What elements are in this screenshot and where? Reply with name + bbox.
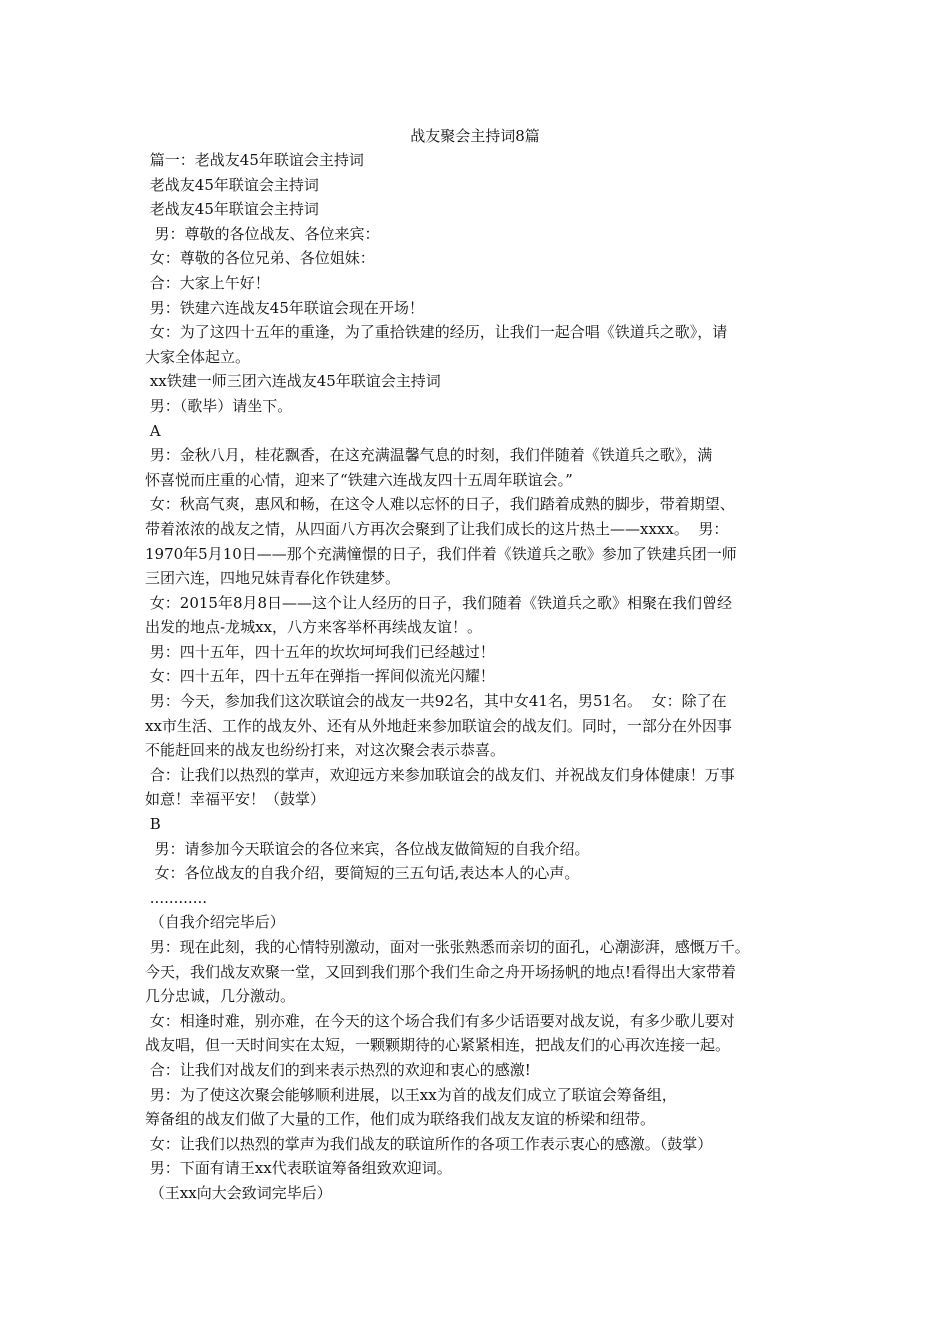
text-line: 怀喜悦而庄重的心情，迎来了“铁建六连战友四十五周年联谊会。”: [145, 470, 573, 489]
text-line: 女：尊敬的各位兄弟、各位姐妹：: [145, 249, 375, 268]
text-line: 女：各位战友的自我介绍，要简短的三五句话,表达本人的心声。: [145, 864, 580, 883]
text-line: 男：金秋八月，桂花飘香，在这充满温馨气息的时刻，我们伴随着《铁道兵之歌》，满: [145, 446, 713, 465]
text-line: 男：现在此刻，我的心情特别激动，面对一张张熟悉而亲切的面孔，心潮澎湃，感慨万千。: [145, 938, 750, 956]
document-title: 战友聚会主持词8篇: [410, 127, 540, 145]
text-line: （王xx向大会致词完毕后）: [145, 1183, 332, 1202]
text-line: 筹备组的战友们做了大量的工作，他们成为联络我们战友友谊的桥梁和纽带。: [145, 1110, 656, 1129]
text-line: 合：让我们对战友们的到来表示热烈的欢迎和衷心的感激!: [145, 1060, 531, 1079]
text-line: 女：2015年8月8日——这个让人经历的日子，我们随着《铁道兵之歌》相聚在我们曾经: [145, 593, 733, 612]
text-line: 男：铁建六连战友45年联谊会现在开场！: [145, 298, 424, 317]
text-line: 1970年5月10日——那个充满憧憬的日子，我们伴着《铁道兵之歌》参加了铁建兵团一师: [145, 544, 737, 563]
text-line: 带着浓浓的战友之情，从四面八方再次会聚到了让我们成长的这片热土——xxxx。 男：: [145, 519, 729, 538]
text-line: 合：大家上午好！: [145, 273, 270, 292]
text-line: 男：今天，参加我们这次联谊会的战友一共92名，其中女41名，男51名。 女：除了在: [145, 692, 727, 711]
text-line: 合：让我们以热烈的掌声，欢迎远方来参加联谊会的战友们、并祝战友们身体健康！万事: [145, 765, 735, 784]
text-line: 战友唱，但一天时间实在太短，一颗颗期待的心紧紧相连，把战友们的心再次连接一起。: [145, 1036, 731, 1055]
text-line: xx铁建一师三团六连战友45年联谊会主持词: [145, 372, 441, 391]
text-line: A: [145, 421, 161, 440]
text-line: 篇一：老战友45年联谊会主持词: [145, 151, 364, 169]
text-line: 出发的地点-龙城xx，八方来客举杯再续战友谊！。: [145, 618, 482, 637]
text-line: 男：下面有请王xx代表联谊筹备组致欢迎词。: [145, 1159, 452, 1178]
text-line: 男：请参加今天联谊会的各位来宾，各位战友做简短的自我介绍。: [145, 839, 590, 858]
text-line: 女：为了这四十五年的重逢，为了重拾铁建的经历，让我们一起合唱《铁道兵之歌》，请: [145, 323, 728, 342]
text-line: xx市生活、工作的战友外、还有从外地赶来参加联谊会的战友们。同时，一部分在外因事: [145, 716, 732, 735]
text-line: 男：四十五年，四十五年的坎坎坷坷我们已经越过！: [145, 642, 495, 661]
text-line: 今天，我们战友欢聚一堂，又回到我们那个我们生命之舟开场扬帆的地点!看得出大家带着: [145, 962, 737, 981]
text-line: 如意！幸福平安！（鼓掌）: [145, 790, 326, 809]
text-line: B: [145, 815, 161, 834]
text-line: （自我介绍完毕后）: [145, 913, 285, 932]
text-line: 女：相逢时难，别亦难，在今天的这个场合我们有多少话语要对战友说，有多少歌儿要对: [145, 1011, 735, 1030]
text-line: 不能赶回来的战友也纷纷打来，对这次聚会表示恭喜。: [145, 741, 506, 760]
text-line: 男：尊敬的各位战友、各位来宾：: [145, 224, 380, 243]
text-line: 男：为了使这次聚会能够顺利进展，以王xx为首的战友们成立了联谊会筹备组，: [145, 1085, 677, 1104]
text-line: 男：（歌毕）请坐下。: [145, 396, 293, 415]
text-line: 几分忠诚，几分激动。: [145, 987, 296, 1006]
text-line: 三团六连，四地兄妹青春化作铁建梦。: [145, 569, 401, 588]
text-line: 老战友45年联谊会主持词: [145, 200, 319, 219]
text-line: 女：四十五年，四十五年在弹指一挥间似流光闪耀！: [145, 667, 495, 686]
text-line: 女：让我们以热烈的掌声为我们战友的联谊所作的各项工作表示衷心的感激。（鼓掌）: [145, 1134, 713, 1153]
text-line: 老战友45年联谊会主持词: [145, 175, 319, 194]
text-line: ............: [145, 888, 207, 907]
text-line: 大家全体起立。: [145, 347, 251, 366]
text-line: 女：秋高气爽，惠风和畅，在这令人难以忘怀的日子，我们踏着成熟的脚步，带着期望、: [145, 495, 735, 514]
document-body: [145, 148, 813, 1206]
